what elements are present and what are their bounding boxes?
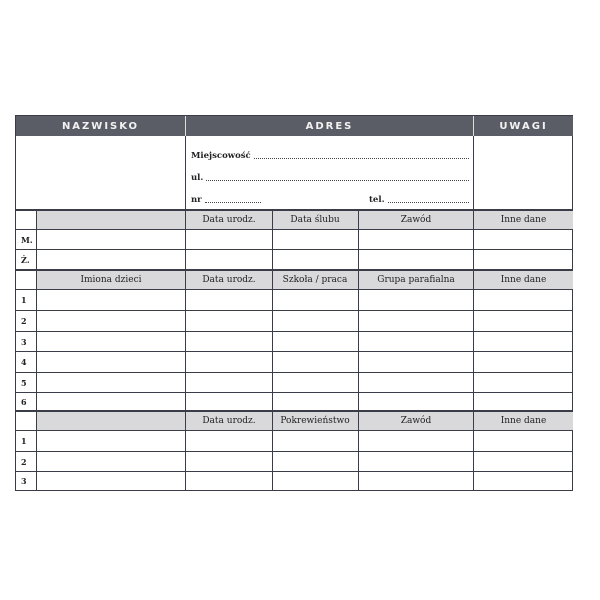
relatives-col-kinship: Pokrewieństwo xyxy=(280,416,350,426)
relatives-col-other: Inne dane xyxy=(500,416,547,426)
address-place-label: Miejscowość xyxy=(191,151,251,161)
header-notes: UWAGI xyxy=(474,116,573,136)
header-address: ADRES xyxy=(186,116,473,136)
children-col-school: Szkoła / praca xyxy=(282,275,348,285)
relatives-col-occupation: Zawód xyxy=(400,416,432,426)
relative-row-2: 2 xyxy=(21,456,27,467)
children-col-group: Grupa parafialna xyxy=(377,275,455,285)
header-name: NAZWISKO xyxy=(16,116,185,136)
spouses-col-other: Inne dane xyxy=(500,215,547,225)
address-number-field[interactable] xyxy=(191,193,261,205)
children-col-names: Imiona dzieci xyxy=(80,275,142,285)
child-row-1: 1 xyxy=(21,295,27,305)
address-phone-label: tel. xyxy=(369,195,385,205)
address-street-label: ul. xyxy=(191,173,204,183)
spouses-col-occupation: Zawód xyxy=(400,215,432,225)
spouses-col-birth: Data urodz. xyxy=(202,215,256,225)
children-col-other: Inne dane xyxy=(500,275,547,285)
child-row-4: 4 xyxy=(21,357,27,367)
spouse-row-wife: Ż. xyxy=(21,254,30,265)
relatives-col-birth: Data urodz. xyxy=(202,416,256,426)
child-row-6: 6 xyxy=(21,396,27,407)
child-row-5: 5 xyxy=(21,377,27,388)
address-place-field[interactable] xyxy=(191,149,469,161)
spouse-row-husband: M. xyxy=(21,234,33,245)
child-row-2: 2 xyxy=(21,316,27,326)
address-number-label: nr xyxy=(191,195,202,205)
address-phone-field[interactable] xyxy=(369,193,469,205)
child-row-3: 3 xyxy=(21,336,27,347)
address-street-field[interactable] xyxy=(191,171,469,183)
spouses-col-wedding: Data ślubu xyxy=(290,215,340,225)
parish-family-card xyxy=(15,115,573,491)
relative-row-3: 3 xyxy=(21,476,27,486)
relative-row-1: 1 xyxy=(21,436,27,446)
children-col-birth: Data urodz. xyxy=(202,275,256,285)
